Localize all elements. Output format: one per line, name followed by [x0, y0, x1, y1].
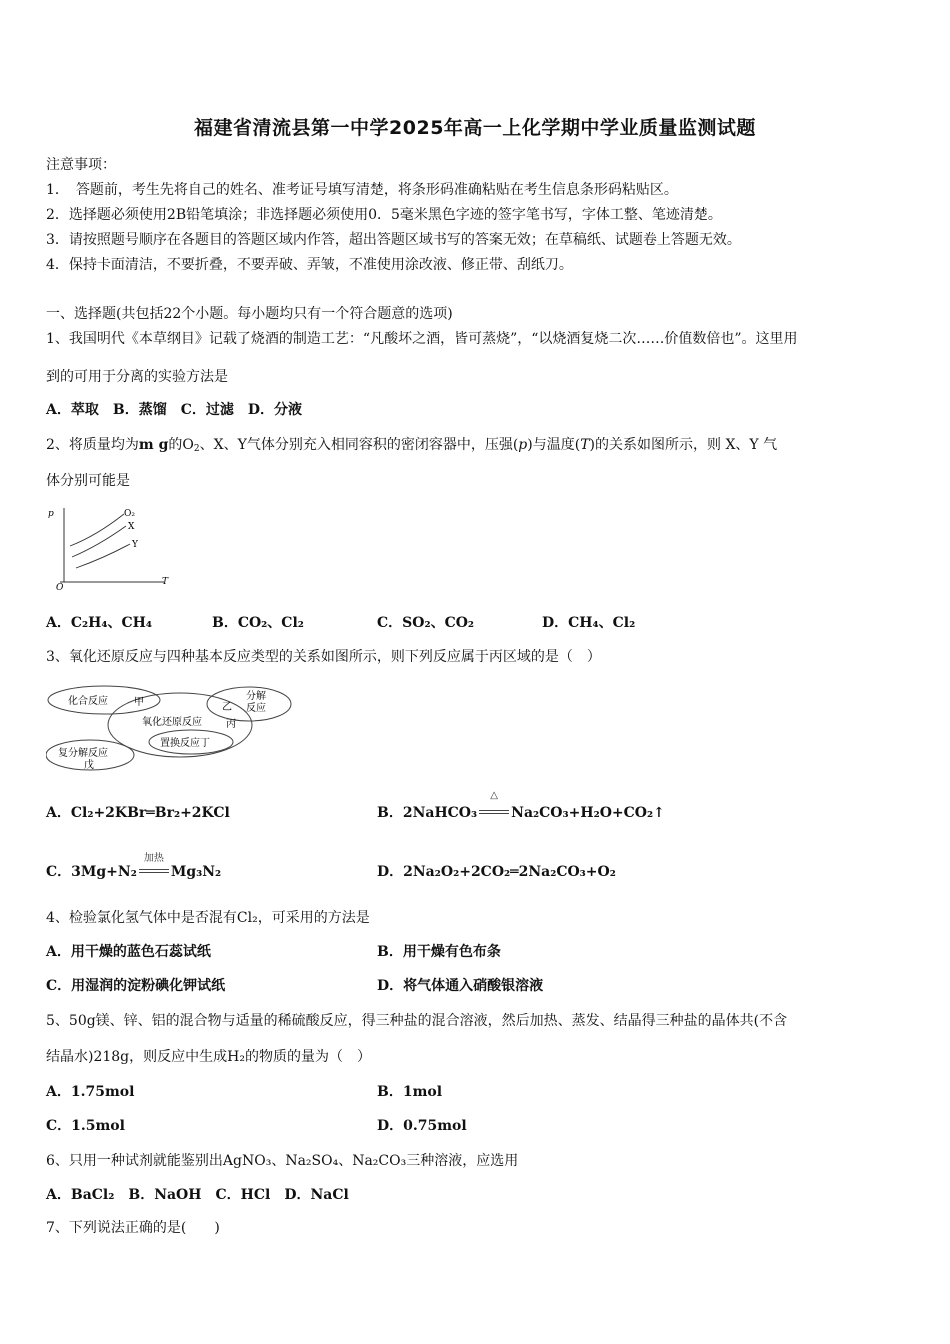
label-combination: 化合反应 [68, 696, 108, 707]
notice-item-1: 1． 答题前，考生先将自己的姓名、准考证号填写清楚，将条形码准确粘贴在考生信息条形码粘贴区。 [46, 182, 678, 198]
q2-p: p [518, 437, 528, 453]
q1-stem-line1: 1、我国明代《本草纲目》记载了烧酒的制造工艺：“凡酸坏之酒，皆可蒸烧”，“以烧酒复烧二次……价值数倍也”。这里用 [46, 331, 798, 347]
curve-o2 [70, 514, 124, 546]
label-decomp-2: 反应 [246, 703, 266, 714]
q2-mass: m g [138, 437, 169, 453]
q2-text-d: 、X、Y气体分别充入相同容积的密闭容器中，压强( [199, 437, 519, 453]
q3-option-b [377, 790, 665, 822]
x-axis-label: T [162, 577, 169, 587]
q2-option-d: D．CH₄、Cl₂ [542, 615, 636, 631]
label-x: X [128, 522, 135, 532]
label-bing: 丙 [226, 719, 236, 730]
q5-option-d: D．0.75mol [377, 1118, 467, 1134]
triangle-symbol: △ [490, 790, 498, 801]
pressure-temperature-graph [46, 502, 176, 590]
q3-option-b-product: Na₂CO₃+H₂O+CO₂↑ [511, 805, 665, 821]
q3-option-c [46, 853, 222, 881]
q2-text-a: 2、将质量均为 [46, 437, 139, 453]
q3-option-b-reactant: B．2NaHCO₃ [377, 805, 478, 821]
q7-stem: 7、下列说法正确的是( ) [46, 1220, 220, 1236]
label-wu: 戊 [84, 760, 94, 771]
label-decomp-1: 分解 [246, 691, 266, 702]
label-y: Y [132, 540, 138, 550]
q3-option-c-reactant: C．3Mg+N₂ [46, 864, 137, 880]
q3-option-a: A．Cl₂+2KBr═Br₂+2KCl [46, 805, 230, 821]
origin-label: O [56, 583, 64, 590]
page-title: 福建省清流县第一中学2025年高一上化学期中学业质量监测试题 [194, 117, 756, 139]
notice-item-4: 4．保持卡面清洁，不要折叠，不要弄破、弄皱，不准使用涂改液、修正带、刮纸刀。 [46, 257, 573, 273]
q2-option-a: A．C₂H₄、CH₄ [46, 615, 152, 631]
curve-y [76, 544, 130, 568]
heating-condition [137, 853, 171, 879]
q2-stem-line1: 2、将质量均为m g的$O_2$、X、Y气体分别充入相同容积的密闭容器中，压强(p)与温度(T)的关系如图所示，则 X、Y 气 [46, 437, 778, 454]
q1-options: A．萃取 B．蒸馏 C．过滤 D．分液 [46, 402, 302, 418]
q4-option-d: D．将气体通入硝酸银溶液 [377, 978, 544, 994]
heat-condition [477, 790, 511, 820]
q5-option-a: A．1.75mol [46, 1084, 135, 1100]
q2-option-c: C．SO₂、CO₂ [377, 615, 475, 631]
q4-option-a: A．用干燥的蓝色石蕊试纸 [46, 944, 211, 960]
q5-option-b: B．1mol [377, 1084, 443, 1100]
q5-option-c: C．1.5mol [46, 1118, 125, 1134]
label-jia: 甲 [134, 697, 144, 708]
q5-stem-line1: 5、50g镁、锌、铝的混合物与适量的稀硫酸反应，得三种盐的混合溶液，然后加热、蒸发、结晶得三种盐的晶体共(不含 [46, 1013, 788, 1029]
q2-text-f: )的关系如图所示，则 X、Y 气 [589, 437, 778, 453]
q3-option-d: D．2Na₂O₂+2CO₂═2Na₂CO₃+O₂ [377, 864, 616, 880]
heating-label: 加热 [143, 853, 164, 864]
q2-text-e: )与温度( [527, 437, 581, 453]
label-yi: 乙 [222, 702, 232, 713]
q4-option-b: B．用干燥有色布条 [377, 944, 501, 960]
q3-stem: 3、氧化还原反应与四种基本反应类型的关系如图所示，则下列反应属于丙区域的是（ ） [46, 649, 601, 665]
q6-stem: 6、只用一种试剂就能鉴别出AgNO₃、Na₂SO₄、Na₂CO₃三种溶液，应选用 [46, 1153, 519, 1169]
q1-stem-line2: 到的可用于分离的实验方法是 [46, 369, 228, 385]
notice-item-3: 3．请按照题号顺序在各题目的答题区域内作答，超出答题区域书写的答案无效；在草稿纸、试题卷上答题无效。 [46, 232, 741, 248]
label-redox: 氧化还原反应 [142, 717, 202, 728]
q2-option-b: B．CO₂、Cl₂ [212, 615, 304, 631]
q6-options: A．BaCl₂ B．NaOH C．HCl D．NaCl [46, 1187, 349, 1203]
q3-option-c-product: Mg₃N₂ [170, 864, 222, 880]
q4-stem: 4、检验氯化氢气体中是否混有Cl₂，可采用的方法是 [46, 910, 370, 926]
q4-option-c: C．用湿润的淀粉碘化钾试纸 [46, 978, 226, 994]
y-axis-label: p [48, 509, 54, 519]
q2-text-c: 的O [168, 437, 194, 453]
q2-t: T [580, 437, 590, 453]
q2-stem-line2: 体分别可能是 [46, 473, 130, 489]
reaction-types-diagram [46, 680, 296, 775]
label-o2: O₂ [124, 509, 135, 519]
notice-heading: 注意事项： [46, 157, 116, 173]
label-displacement: 置换反应丁 [160, 738, 210, 749]
q5-stem-line2: 结晶水)218g，则反应中生成H₂的物质的量为（ ） [46, 1049, 371, 1065]
notice-item-2: 2．选择题必须使用2B铅笔填涂；非选择题必须使用0．5毫米黑色字迹的签字笔书写，字体工整、笔迹清楚。 [46, 207, 722, 223]
label-double-displacement: 复分解反应 [58, 748, 108, 759]
section-heading: 一、选择题(共包括22个小题。每小题均只有一个符合题意的选项) [46, 306, 453, 322]
